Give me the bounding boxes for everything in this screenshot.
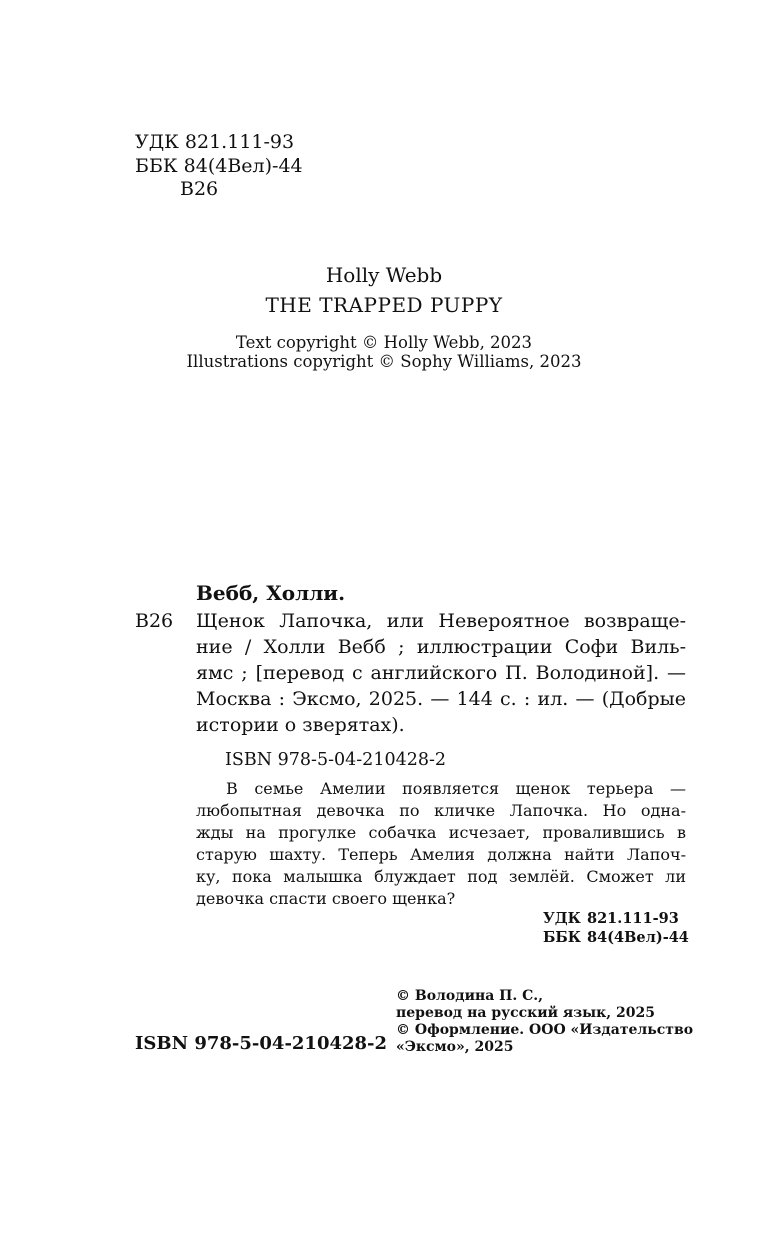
original-title: THE TRAPPED PUPPY — [265, 293, 503, 317]
biblio-line: Щенок Лапочка, или Невероятное возвраще- — [196, 610, 686, 632]
small-bbk — [543, 928, 689, 948]
annotation — [196, 778, 686, 910]
biblio-line: истории о зверятах). — [196, 714, 405, 736]
bbk-code: ББК 84(4Вел)-44 — [135, 155, 303, 177]
bibliographic-description — [196, 608, 686, 738]
small-udk-label: УДК — [543, 910, 581, 927]
annotation-line: В семье Амелии появляется щенок терьера — — [226, 779, 686, 798]
text-copyright: Text copyright © Holly Webb, 2023 — [235, 333, 533, 352]
small-udk — [543, 909, 679, 929]
annotation-line: старую шахту. Теперь Амелия должна найти Лапоч- — [196, 845, 686, 864]
rights-line: © Оформление. ООО «Издательство — [396, 1022, 694, 1038]
original-author: Holly Webb — [325, 263, 443, 287]
catalog-heading: Вебб, Холли. — [196, 581, 346, 605]
small-bbk-value: 84(4Вел)-44 — [587, 929, 689, 946]
small-udk-value: 821.111-93 — [587, 910, 679, 927]
annotation-line: ку, пока малышка блуждает под землёй. Сможет ли — [196, 867, 686, 886]
udk-code: УДК 821.111-93 — [135, 131, 295, 153]
catalog-isbn: ISBN 978-5-04-210428-2 — [225, 750, 447, 770]
rights-line: © Володина П. С., — [396, 988, 544, 1004]
footer-isbn: ISBN 978-5-04-210428-2 — [135, 1033, 388, 1054]
rights-line: перевод на русский язык, 2025 — [396, 1005, 655, 1021]
annotation-line: любопытная девочка по кличке Лапочка. Но однa- — [196, 801, 686, 820]
biblio-line: ямс ; [перевод с английского П. Володиной]. — — [196, 662, 686, 684]
annotation-line: девочка спасти своего щенка? — [196, 889, 456, 908]
small-bbk-label: ББК — [543, 929, 581, 946]
author-mark-code: В26 — [180, 178, 219, 200]
illustrations-copyright: Illustrations copyright © Sophy Williams, 2023 — [186, 352, 582, 371]
annotation-line: жды на прогулке собачка исчезает, провалившись в — [196, 823, 686, 842]
biblio-line: Москва : Эксмо, 2025. — 144 с. : ил. — (Добрые — [196, 688, 686, 710]
biblio-line: ние / Холли Вебб ; иллюстрации Софи Виль- — [196, 636, 686, 658]
rights-line: «Эксмо», 2025 — [396, 1039, 514, 1055]
catalog-author-mark: В26 — [135, 610, 174, 632]
